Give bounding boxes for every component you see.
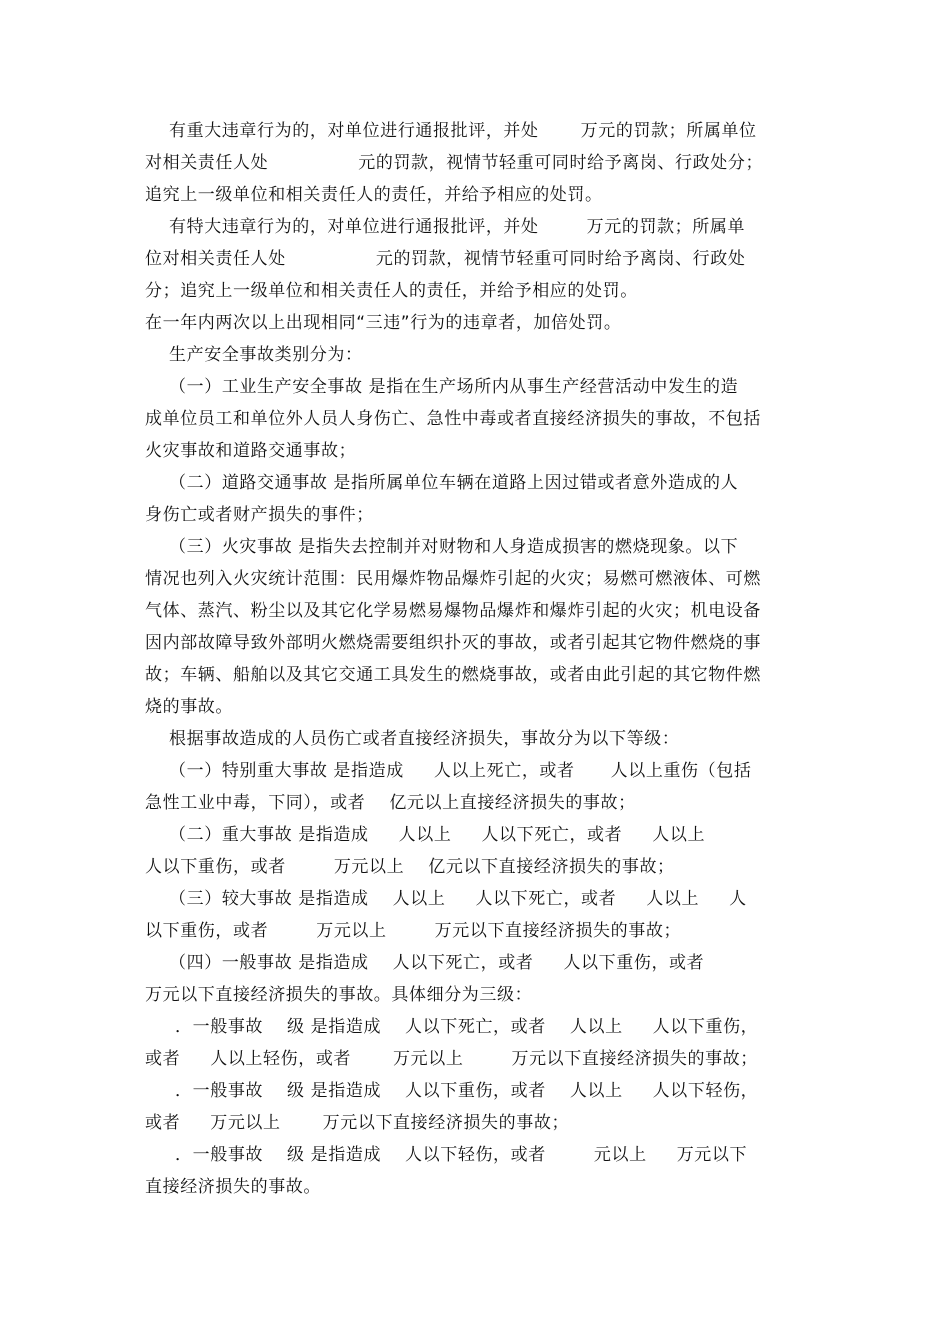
text-line: 在一年内两次以上出现相同“三违”行为的违章者，加倍处罚。: [145, 313, 622, 333]
text-line: 情况也列入火灾统计范围：民用爆炸物品爆炸引起的火灾；易燃可燃液体、可燃: [145, 569, 761, 589]
text-line: 身伤亡或者财产损失的事件；: [145, 505, 374, 525]
text-line: 因内部故障导致外部明火燃烧需要组织扑灭的事故，或者引起其它物件燃烧的事: [145, 633, 761, 653]
text-line: 有重大违章行为的，对单位进行通报批评，并处 万元的罚款；所属单位: [145, 121, 757, 141]
text-line: 位对相关责任人处 元的罚款，视情节轻重可同时给予离岗、行政处: [145, 249, 746, 269]
text-line: 气体、蒸汽、粉尘以及其它化学易燃易爆物品爆炸和爆炸引起的火灾；机电设备: [145, 601, 761, 621]
text-line: 分；追究上一级单位和相关责任人的责任，并给予相应的处罚。: [145, 281, 638, 301]
text-line: 或者 万元以上 万元以下直接经济损失的事故；: [145, 1113, 570, 1133]
text-line: 人以下重伤，或者 万元以上 亿元以下直接经济损失的事故；: [145, 857, 675, 877]
text-line: ．一般事故 级 是指造成 人以下轻伤，或者 元以上 万元以下: [145, 1145, 748, 1165]
text-line: ．一般事故 级 是指造成 人以下死亡，或者 人以上 人以下重伤，: [145, 1017, 759, 1037]
text-line: 万元以下直接经济损失的事故。具体细分为三级：: [145, 985, 533, 1005]
text-line: ．一般事故 级 是指造成 人以下重伤，或者 人以上 人以下轻伤，: [145, 1081, 759, 1101]
text-line: 烧的事故。: [145, 697, 233, 717]
text-line: 有特大违章行为的，对单位进行通报批评，并处 万元的罚款；所属单: [145, 217, 746, 237]
text-line: 故；车辆、船舶以及其它交通工具发生的燃烧事故，或者由此引起的其它物件燃: [145, 665, 761, 685]
text-line: 对相关责任人处 元的罚款，视情节轻重可同时给予离岗、行政处分；: [145, 153, 764, 173]
text-line: 急性工业中毒，下同），或者 亿元以上直接经济损失的事故；: [145, 793, 636, 813]
text-line: （一）特别重大事故 是指造成 人以上死亡，或者 人以上重伤（包括: [145, 761, 752, 781]
text-line: （四）一般事故 是指造成 人以下死亡，或者 人以下重伤，或者: [145, 953, 705, 973]
text-line: 根据事故造成的人员伤亡或者直接经济损失，事故分为以下等级：: [145, 729, 680, 749]
text-line: （三）火灾事故 是指失去控制并对财物和人身造成损害的燃烧现象。以下: [145, 537, 739, 557]
text-line: 以下重伤，或者 万元以上 万元以下直接经济损失的事故；: [145, 921, 682, 941]
text-line: （三）较大事故 是指造成 人以上 人以下死亡，或者 人以上 人: [145, 889, 747, 909]
text-line: （一）工业生产安全事故 是指在生产场所内从事生产经营活动中发生的造: [145, 377, 739, 397]
text-line: 成单位员工和单位外人员人身伤亡、急性中毒或者直接经济损失的事故，不包括: [145, 409, 761, 429]
text-line: 直接经济损失的事故。: [145, 1177, 321, 1197]
text-line: 或者 人以上轻伤，或者 万元以上 万元以下直接经济损失的事故；: [145, 1049, 758, 1069]
text-line: 火灾事故和道路交通事故；: [145, 441, 357, 461]
text-line: （二）重大事故 是指造成 人以上 人以下死亡，或者 人以上: [145, 825, 706, 845]
text-line: （二）道路交通事故 是指所属单位车辆在道路上因过错或者意外造成的人: [145, 473, 739, 493]
text-line: 追究上一级单位和相关责任人的责任，并给予相应的处罚。: [145, 185, 603, 205]
text-line: 生产安全事故类别分为：: [145, 345, 363, 365]
